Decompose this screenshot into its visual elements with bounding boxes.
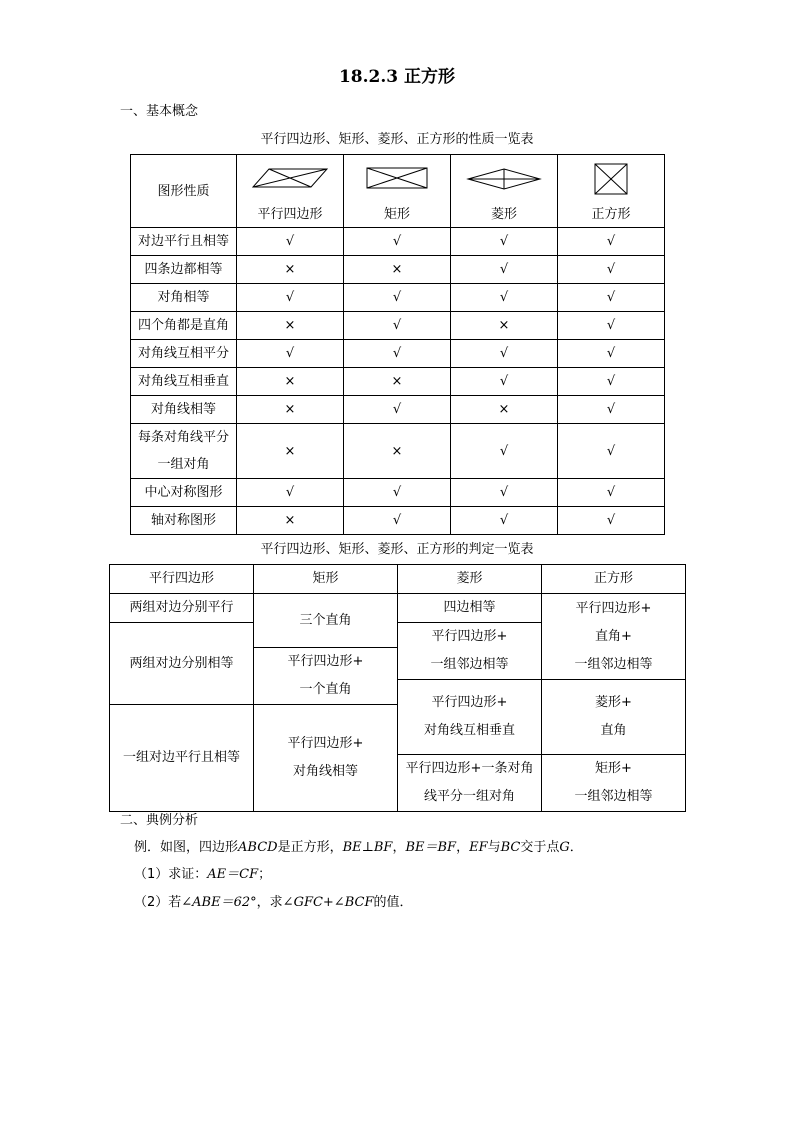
rhombus-criterion <box>398 755 542 812</box>
example-text: 例．如图，四边形 <box>134 840 239 855</box>
header-rectangle <box>344 155 451 228</box>
mark: √ <box>451 368 558 396</box>
shape-label: 平行四边形 <box>257 207 323 222</box>
mark: √ <box>344 396 451 424</box>
question-text: ，求 <box>256 895 283 910</box>
square-criterion <box>542 594 686 680</box>
mark: √ <box>558 256 665 284</box>
mark: × <box>237 256 344 284</box>
criterion-line: 菱形+ <box>595 695 632 710</box>
mark: × <box>451 396 558 424</box>
square-icon <box>594 163 628 195</box>
criterion-line: 平行四边形+一条对角 <box>405 761 534 776</box>
criterion-line: 四边相等 <box>443 600 496 615</box>
example-statement <box>134 836 583 855</box>
mark: √ <box>558 312 665 340</box>
mark: √ <box>237 479 344 507</box>
mark: √ <box>451 340 558 368</box>
criterion-line: 平行四边形+ <box>287 654 364 669</box>
mark: √ <box>451 228 558 256</box>
criterion-line: 三个直角 <box>299 612 352 628</box>
row-label: 对角线互相平分 <box>131 340 237 368</box>
col-header: 正方形 <box>542 565 686 594</box>
mark: √ <box>558 507 665 535</box>
math-be-perp-bf: BE⊥BF <box>342 840 393 855</box>
mark: √ <box>344 340 451 368</box>
shape-label: 矩形 <box>383 207 410 222</box>
example-text: ． <box>569 840 583 855</box>
criteria-table <box>109 564 686 812</box>
row-label: 对角线互相垂直 <box>131 368 237 396</box>
row-label: 轴对称图形 <box>131 507 237 535</box>
criterion-line: 一个直角 <box>299 682 352 697</box>
header-square <box>558 155 665 228</box>
parallelogram-icon <box>251 167 329 189</box>
criterion-line: 对角线相等 <box>292 764 358 779</box>
row-label <box>131 424 237 479</box>
row-label: 四个角都是直角 <box>131 312 237 340</box>
criterion-line: 对角线互相垂直 <box>423 723 515 738</box>
mark: √ <box>237 284 344 312</box>
para-criterion: 一组对边平行且相等 <box>110 705 254 812</box>
question-text: （2）若 <box>134 895 182 910</box>
mark: √ <box>237 340 344 368</box>
question-text: 的值． <box>373 895 413 910</box>
math-angle-abe: ∠ABE＝62° <box>181 895 257 910</box>
criterion-line: 平行四边形+ <box>431 629 508 644</box>
question-1 <box>134 863 271 882</box>
math-ae-eq-cf: AE＝CF <box>207 867 259 882</box>
criterion-line: 平行四边形+ <box>287 736 364 751</box>
row-label: 四条边都相等 <box>131 256 237 284</box>
mark: √ <box>344 479 451 507</box>
mark: × <box>237 312 344 340</box>
row-label: 中心对称图形 <box>131 479 237 507</box>
mark: √ <box>451 284 558 312</box>
mark: √ <box>558 340 665 368</box>
rect-criterion <box>254 594 398 648</box>
mark: √ <box>451 479 558 507</box>
rhombus-icon <box>466 167 542 191</box>
section-basic-concepts: 一、基本概念 <box>120 104 199 119</box>
mark: √ <box>344 507 451 535</box>
section-example-analysis: 二、典例分析 <box>120 813 199 828</box>
example-text: 与 <box>487 840 501 855</box>
criterion-line: 一组邻边相等 <box>574 656 653 672</box>
example-text: ， <box>456 840 470 855</box>
math-g: G <box>559 840 570 855</box>
mark: √ <box>344 312 451 340</box>
mark: √ <box>344 284 451 312</box>
math-abcd: ABCD <box>238 840 278 855</box>
example-text: 是正方形， <box>277 840 343 855</box>
math-angle-sum: ∠GFC+∠BCF <box>282 895 374 910</box>
rect-criterion <box>254 648 398 705</box>
mark: √ <box>558 228 665 256</box>
rhombus-criterion <box>398 623 542 680</box>
para-criterion: 两组对边分别相等 <box>110 623 254 705</box>
criterion-line: 平行四边形+ <box>431 695 508 710</box>
mark: × <box>344 368 451 396</box>
table2-caption: 平行四边形、矩形、菱形、正方形的判定一览表 <box>260 542 534 557</box>
criterion-line: 矩形+ <box>595 761 632 776</box>
math-ef: EF <box>469 840 488 855</box>
mark: × <box>237 424 344 479</box>
shape-label: 菱形 <box>490 207 517 222</box>
header-rhombus <box>451 155 558 228</box>
question-2 <box>134 891 412 910</box>
mark: × <box>237 507 344 535</box>
example-text: ， <box>392 840 406 855</box>
mark: √ <box>558 396 665 424</box>
row-label: 对边平行且相等 <box>131 228 237 256</box>
criterion-line: 平行四边形+ <box>575 600 652 616</box>
criterion-line: 线平分一组对角 <box>423 789 515 804</box>
row-label: 对角线相等 <box>131 396 237 424</box>
mark: √ <box>451 424 558 479</box>
question-text: ； <box>258 867 272 882</box>
properties-table <box>130 154 665 535</box>
mark: × <box>344 256 451 284</box>
math-be-eq-bf: BE＝BF <box>405 840 457 855</box>
col-header: 矩形 <box>254 565 398 594</box>
col-header: 菱形 <box>398 565 542 594</box>
mark: × <box>451 312 558 340</box>
mark: √ <box>558 368 665 396</box>
question-text: （1）求证： <box>134 867 208 882</box>
mark: √ <box>237 228 344 256</box>
para-criterion: 两组对边分别平行 <box>110 594 254 623</box>
mark: √ <box>558 424 665 479</box>
criterion-line: 直角 <box>600 723 627 738</box>
rect-criterion <box>254 705 398 812</box>
table1-caption: 平行四边形、矩形、菱形、正方形的性质一览表 <box>260 132 534 147</box>
mark: √ <box>558 284 665 312</box>
mark: √ <box>451 256 558 284</box>
criterion-line: 一组邻边相等 <box>430 657 509 672</box>
col-header: 平行四边形 <box>110 565 254 594</box>
shape-label: 正方形 <box>591 207 631 222</box>
mark: × <box>237 396 344 424</box>
mark: × <box>237 368 344 396</box>
rectangle-icon <box>366 167 428 189</box>
header-parallelogram <box>237 155 344 228</box>
mark: × <box>344 424 451 479</box>
mark: √ <box>558 479 665 507</box>
criterion-line: 一组邻边相等 <box>574 789 653 804</box>
corner-header: 图形性质 <box>131 155 237 228</box>
page-title: 18.2.3 正方形 <box>338 67 456 87</box>
mark: √ <box>451 507 558 535</box>
row-label-line: 一组对角 <box>157 457 210 472</box>
square-criterion <box>542 755 686 812</box>
row-label: 对角相等 <box>131 284 237 312</box>
rhombus-criterion <box>398 594 542 623</box>
square-criterion <box>542 680 686 755</box>
mark: √ <box>344 228 451 256</box>
row-label-line: 每条对角线平分 <box>137 430 229 445</box>
rhombus-criterion <box>398 680 542 755</box>
example-text: 交于点 <box>520 840 560 855</box>
math-bc: BC <box>500 840 521 855</box>
criterion-line: 直角+ <box>595 628 632 644</box>
